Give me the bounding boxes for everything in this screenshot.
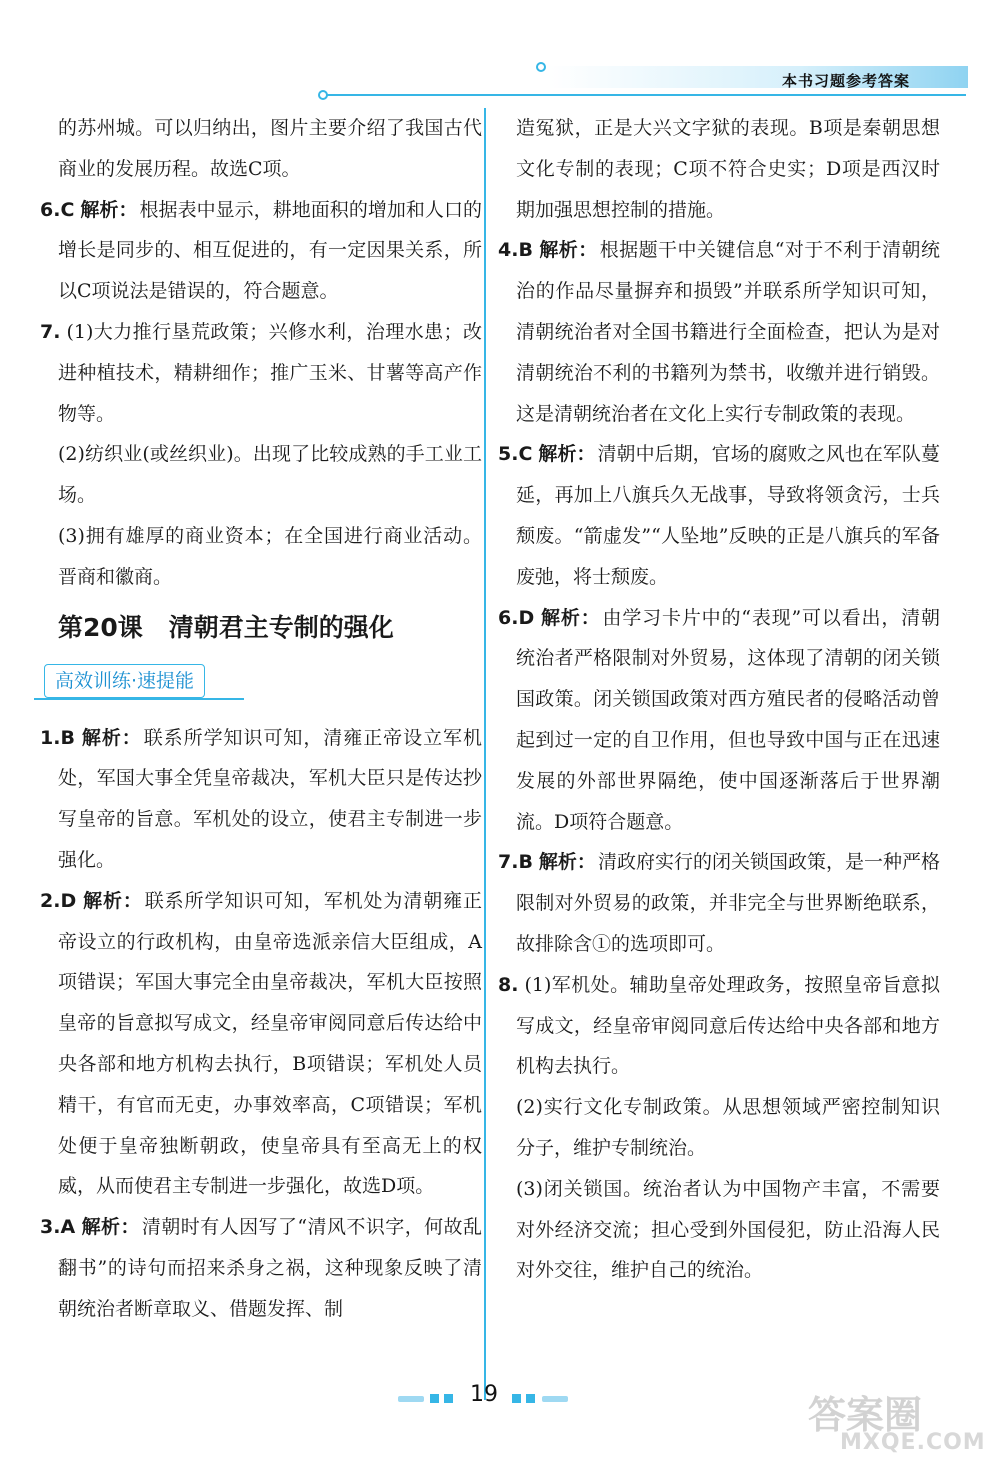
answer-text: 联系所学知识可知，清雍正帝设立军机处，军国大事全凭皇帝裁决，军机大臣只是传达抄写皇帝的旨意。军机处的设立，使君主专制进一步强化。 xyxy=(58,726,482,871)
column-divider xyxy=(484,108,486,1400)
footer-ornament xyxy=(512,1394,521,1403)
answer-part-2: (2)实行文化专制政策。从思想领域严密控制知识分子，维护专制统治。 xyxy=(516,1096,940,1159)
lesson-number: 第20课 xyxy=(58,612,143,642)
analysis-label: 解析： xyxy=(538,239,598,262)
question-number: 4.B xyxy=(498,239,533,262)
answer-8 xyxy=(498,965,940,1087)
right-column xyxy=(498,108,940,1291)
analysis-label: 解析： xyxy=(81,1216,140,1239)
left-column xyxy=(40,108,482,1330)
section-tag-label: 高效训练·速提能 xyxy=(44,664,205,698)
footer-ornament xyxy=(444,1394,453,1403)
answer-text: 清政府实行的闭关锁国政策，是一种严格限制对外贸易的政策，并非完全与世界断绝联系，故排除含①的选项即可。 xyxy=(516,851,940,955)
question-number: 3.A xyxy=(40,1216,76,1239)
analysis-label: 解析： xyxy=(538,851,596,874)
footer-ornament xyxy=(526,1394,535,1403)
answer-3a xyxy=(40,1207,482,1329)
question-number: 7.B xyxy=(498,851,533,874)
section-tag xyxy=(34,660,482,704)
analysis-label: 解析： xyxy=(540,606,601,629)
answer-6d xyxy=(498,598,940,843)
answer-part-2: (2)纺织业(或丝织业)。出现了比较成熟的手工业工场。 xyxy=(58,443,482,507)
answer-7 xyxy=(40,312,482,434)
answer-text: 清朝时有人因写了“清风不识字，何故乱翻书”的诗句而招来杀身之祸，这种现象反映了清朝统治者断章取义、借题发挥、制 xyxy=(58,1216,482,1320)
answer-5c xyxy=(498,434,940,597)
paragraph-continued: 造冤狱，正是大兴文字狱的表现。B项是秦朝思想文化专制的表现；C项不符合史实；D项是西汉时期加强思想控制的措施。 xyxy=(516,117,940,221)
question-number: 7. xyxy=(40,320,61,343)
paragraph-continued: 的苏州城。可以归纳出，图片主要介绍了我国古代商业的发展历程。故选C项。 xyxy=(58,117,482,180)
question-number: 8. xyxy=(498,973,519,996)
header-dot-icon xyxy=(536,62,546,72)
answer-text: 根据题干中关键信息“对于不利于清朝统治的作品尽量摒弃和损毁”并联系所学知识可知，清朝统治者对全国书籍进行全面检查，把认为是对清朝统治不利的书籍列为禁书，收缴并进行销毁。这是清朝统治者在文化上实行专制政策的表现。 xyxy=(516,239,940,425)
question-number: 6.C xyxy=(40,198,75,221)
analysis-label: 解析： xyxy=(82,889,143,912)
analysis-label: 解析： xyxy=(80,198,138,221)
question-number: 6.D xyxy=(498,606,535,629)
answer-1b xyxy=(40,718,482,881)
answer-part-3: (3)拥有雄厚的商业资本；在全国进行商业活动。晋商和徽商。 xyxy=(58,524,482,588)
footer-ornament xyxy=(398,1396,424,1402)
header-title: 本书习题参考答案 xyxy=(782,72,911,90)
watermark-logo: 答案圈 xyxy=(808,1393,923,1437)
analysis-label: 解析： xyxy=(80,726,142,749)
answer-2d xyxy=(40,881,482,1207)
question-number: 5.C xyxy=(498,443,533,466)
answer-text: 清朝中后期，官场的腐败之风也在军队蔓延，再加上八旗兵久无战事，导致将领贪污，士兵颓废。“箭虚发”“人坠地”反映的正是八旗兵的军备废弛，将士颓废。 xyxy=(516,443,940,588)
footer-ornament xyxy=(430,1394,439,1403)
lesson-name: 清朝君主专制的强化 xyxy=(168,612,394,642)
header-rule xyxy=(322,94,966,96)
question-number: 2.D xyxy=(40,889,77,912)
answer-4b xyxy=(498,230,940,434)
section-tag-underline xyxy=(34,698,244,700)
question-number: 1.B xyxy=(40,726,75,749)
lesson-title xyxy=(58,602,482,654)
answer-text: 联系所学知识可知，军机处为清朝雍正帝设立的行政机构，由皇帝选派亲信大臣组成，A项错误；军国大事完全由皇帝裁决，军机大臣按照皇帝的旨意拟写成文，经皇帝审阅同意后传达给中央各部和地方机构去执行，B项错误；军机处人员精干，有官而无吏，办事效率高，C项错误；军机处便于皇帝独断朝政，使皇帝具有至高无上的权威，从而使君主专制进一步强化，故选D项。 xyxy=(58,889,482,1198)
header-dot-icon xyxy=(318,90,328,100)
watermark-url: MXQE.COM xyxy=(840,1430,986,1455)
analysis-label: 解析： xyxy=(538,443,596,466)
answer-text: 由学习卡片中的“表现”可以看出，清朝统治者严格限制对外贸易，这体现了清朝的闭关锁国政策。闭关锁国政策对西方殖民者的侵略活动曾起到过一定的自卫作用，但也导致中国与正在迅速发展的外部世界隔绝，使中国逐渐落后于世界潮流。D项符合题意。 xyxy=(516,606,940,833)
answer-6c xyxy=(40,190,482,312)
answer-7b xyxy=(498,842,940,964)
answer-part-3: (3)闭关锁国。统治者认为中国物产丰富，不需要对外经济交流；担心受到外国侵犯，防止沿海人民对外交往，维护自己的统治。 xyxy=(516,1177,940,1282)
answer-text: 根据表中显示，耕地面积的增加和人口的增长是同步的、相互促进的，有一定因果关系，所以C项说法是错误的，符合题意。 xyxy=(58,198,482,303)
answer-part-1: (1)大力推行垦荒政策；兴修水利，治理水患；改进种植技术，精耕细作；推广玉米、甘薯等高产作物等。 xyxy=(58,320,482,425)
page-number: 19 xyxy=(470,1382,498,1407)
footer-ornament xyxy=(542,1396,568,1402)
answer-part-1: (1)军机处。辅助皇帝处理政务，按照皇帝旨意拟写成文，经皇帝审阅同意后传达给中央各部和地方机构去执行。 xyxy=(516,973,940,1078)
